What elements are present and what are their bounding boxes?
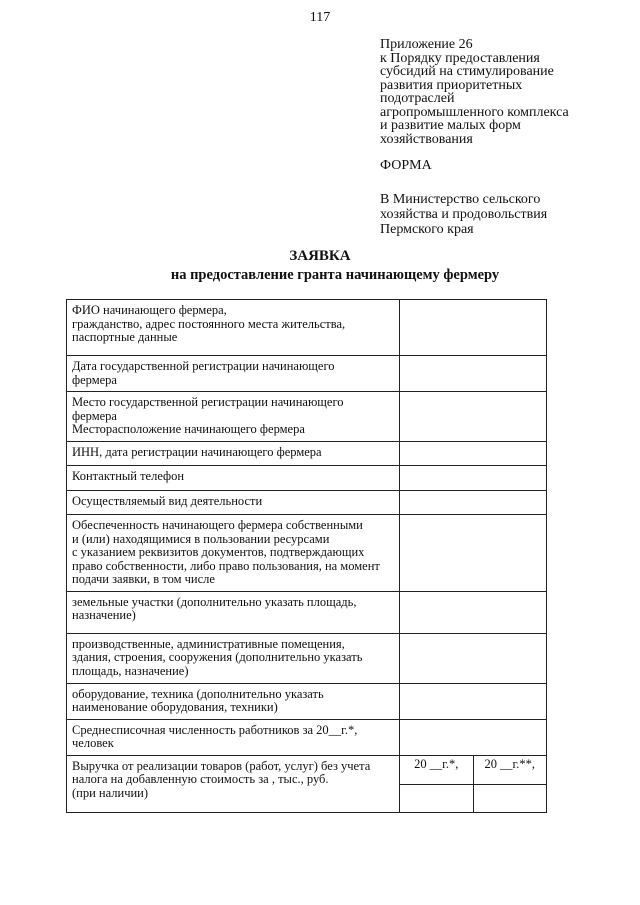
row-value-field[interactable] <box>400 515 547 592</box>
table-row <box>67 466 547 491</box>
row-label-line: гражданство, адрес постоянного места жительства, <box>72 316 346 331</box>
row-label-cell <box>67 392 400 442</box>
addressee <box>380 192 630 237</box>
row-label-line: ФИО начинающего фермера, <box>72 303 227 317</box>
row-value-field[interactable] <box>400 633 547 683</box>
appendix-line: агропромышленного комплекса <box>380 104 569 120</box>
row-label-line: Дата государственной регистрации начинающего <box>72 359 335 373</box>
revenue-label-line: налога на добавленную стоимость за , тыс., руб. <box>72 772 329 786</box>
row-label-cell <box>67 356 400 392</box>
form-label: ФОРМА <box>380 158 432 173</box>
table-row <box>67 491 547 515</box>
addressee-line: хозяйства и продовольствия <box>380 207 548 222</box>
row-label-line: земельные участки (дополнительно указать площадь, <box>72 594 357 609</box>
row-value-field[interactable] <box>400 591 547 633</box>
row-label-line: ИНН, дата регистрации начинающего фермера <box>72 445 322 459</box>
year-suffix: __г.**, <box>500 756 535 771</box>
appendix-line: подотраслей <box>380 91 455 106</box>
row-label-line: право собственности, либо право пользования, на момент <box>72 558 380 573</box>
row-value-field[interactable] <box>400 356 547 392</box>
table-row <box>67 591 547 633</box>
page-number: 117 <box>309 10 331 25</box>
year-2-header <box>473 755 547 784</box>
row-label-line: человек <box>72 736 114 750</box>
application-table <box>66 299 547 813</box>
year-2-value-field[interactable] <box>473 784 547 812</box>
row-label-line: фермера <box>72 408 117 423</box>
table-row <box>67 719 547 755</box>
row-label-cell <box>67 491 400 515</box>
row-value-field[interactable] <box>400 719 547 755</box>
row-value-field[interactable] <box>400 683 547 719</box>
appendix-line: Приложение 26 <box>380 37 473 52</box>
row-label-line: Месторасположение начинающего фермера <box>72 422 305 436</box>
appendix-line: хозяйствования <box>380 131 473 147</box>
appendix-line: развития приоритетных <box>380 77 523 93</box>
revenue-label-cell <box>67 755 400 812</box>
row-label-line: оборудование, техника (дополнительно указать <box>72 686 324 701</box>
year-1-value-field[interactable] <box>400 784 474 812</box>
row-label-cell <box>67 466 400 491</box>
row-label-cell <box>67 633 400 683</box>
row-value-field[interactable] <box>400 491 547 515</box>
row-value-field[interactable] <box>400 442 547 466</box>
row-label-line: наименование оборудования, техники) <box>72 700 278 714</box>
revenue-label-line: Выручка от реализации товаров (работ, услуг) без учета <box>72 758 371 773</box>
row-label-line: Обеспеченность начинающего фермера собственными <box>72 518 363 532</box>
table-row <box>67 633 547 683</box>
row-label-line: площадь, назначение) <box>72 663 189 678</box>
row-value-field[interactable] <box>400 300 547 356</box>
table-row <box>67 442 547 466</box>
document-title: ЗАЯВКА <box>289 248 351 264</box>
row-label-line: с указанием реквизитов документов, подтверждающих <box>72 545 365 559</box>
row-label-cell <box>67 515 400 592</box>
row-label-line: подачи заявки, в том числе <box>72 572 215 586</box>
row-label-line: Место государственной регистрации начинающего <box>72 395 344 409</box>
appendix-line: и развитие малых форм <box>380 118 521 133</box>
row-label-cell <box>67 683 400 719</box>
row-value-field[interactable] <box>400 392 547 442</box>
row-label-cell <box>67 719 400 755</box>
document-subtitle: на предоставление гранта начинающему фермеру <box>170 267 500 283</box>
appendix-line: к Порядку предоставления <box>380 50 540 66</box>
row-label-line: Контактный телефон <box>72 469 185 483</box>
row-label-line: и (или) находящимися в пользовании ресурсами <box>72 531 330 546</box>
row-label-cell <box>67 300 400 356</box>
addressee-line: В Министерство сельского <box>380 192 541 207</box>
table-row <box>67 683 547 719</box>
row-label-cell <box>67 442 400 466</box>
table-row <box>67 392 547 442</box>
row-label-line: Осуществляемый вид деятельности <box>72 494 263 508</box>
row-label-line: назначение) <box>72 608 136 622</box>
year-prefix: 20 <box>414 756 427 771</box>
row-label-line: производственные, административные помещения, <box>72 636 345 651</box>
appendix-header <box>380 38 630 146</box>
row-label-line: здания, строения, сооружения (дополнительно указать <box>72 650 363 664</box>
revenue-label-line: (при наличии) <box>72 785 149 800</box>
year-prefix: 20 <box>484 756 498 771</box>
row-label-cell <box>67 591 400 633</box>
row-label-line: паспортные данные <box>72 330 178 344</box>
year-suffix: __г.*, <box>429 756 459 771</box>
table-row <box>67 356 547 392</box>
year-1-header <box>400 755 474 784</box>
row-value-field[interactable] <box>400 466 547 491</box>
row-label-line: фермера <box>72 372 117 387</box>
table-row <box>67 300 547 356</box>
table-row <box>67 515 547 592</box>
row-label-line: Среднесписочная численность работников за 20__г.*, <box>72 722 358 737</box>
addressee-line: Пермского края <box>380 222 474 237</box>
revenue-row <box>67 755 547 784</box>
appendix-line: субсидий на стимулирование <box>380 64 554 79</box>
